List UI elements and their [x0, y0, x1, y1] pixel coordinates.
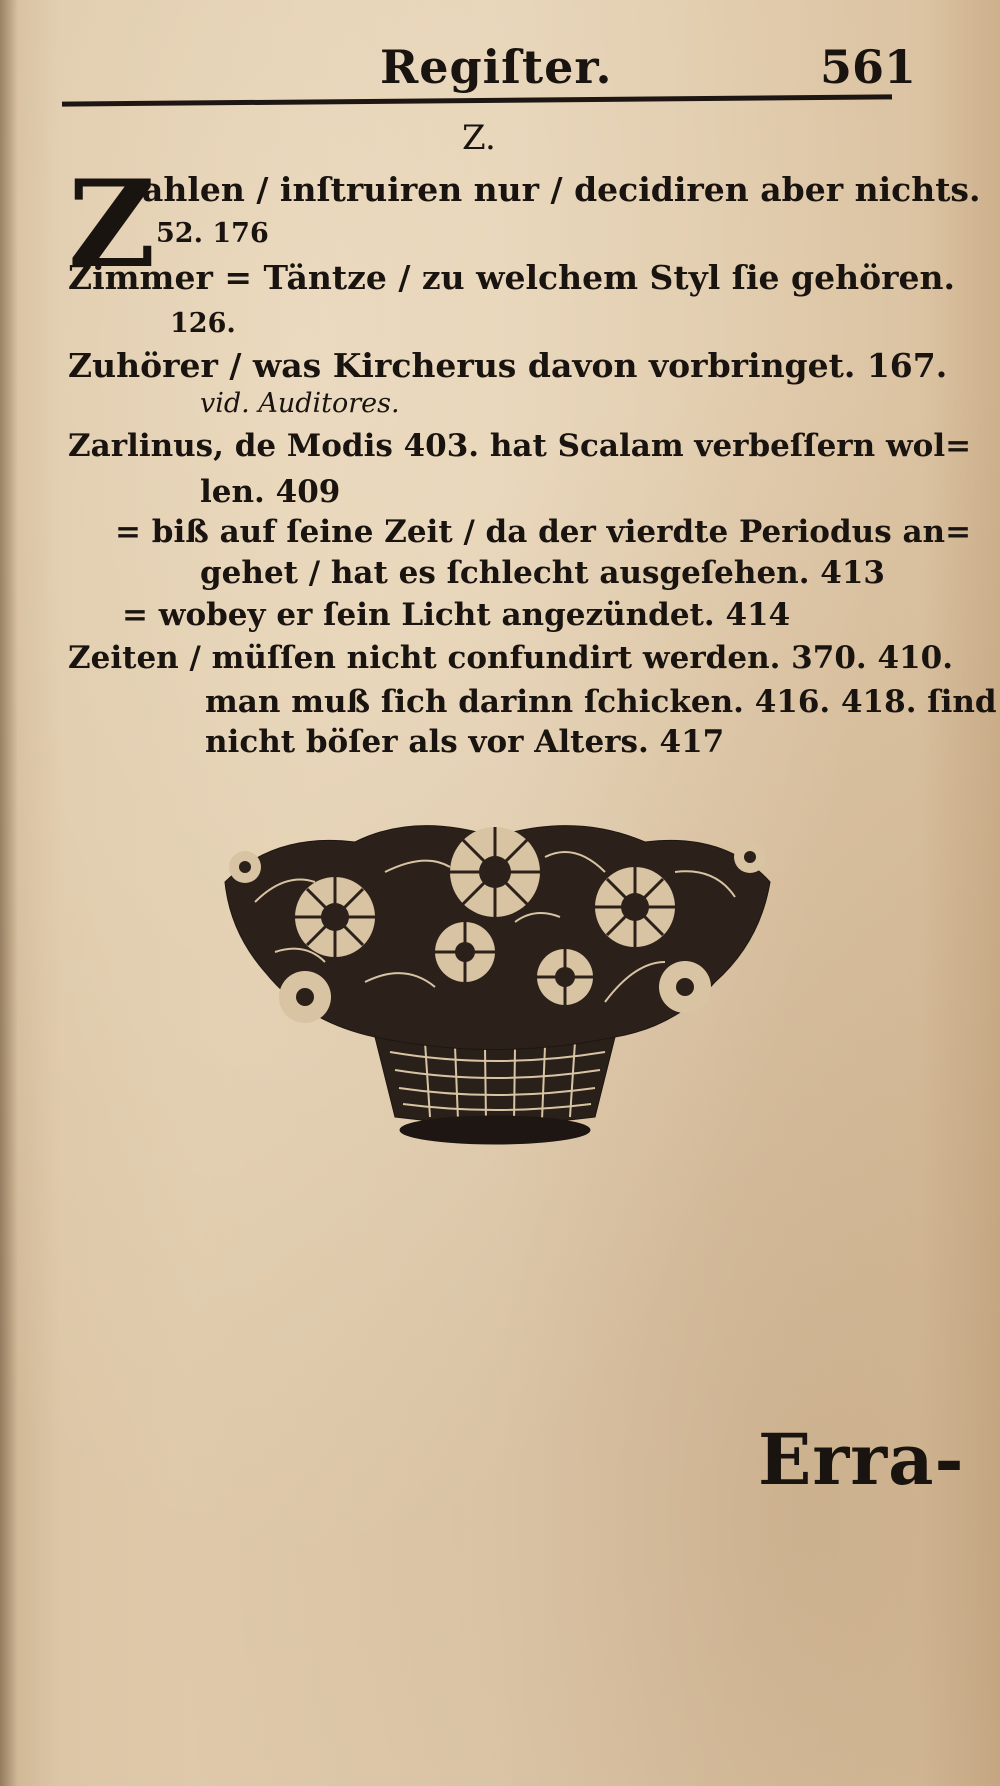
- entry-zarlinus-line-4: gehet / hat es ſchlecht ausgeſehen. 413: [200, 555, 885, 591]
- section-letter: Z.: [462, 118, 496, 158]
- catchword: Erra-: [758, 1418, 965, 1501]
- entry-zarlinus-line-1: Zarlinus, de Modis 403. hat Scalam verbeſſern wol=: [68, 428, 972, 464]
- entry-zahlen-line-1: ahlen / inſtruiren nur / decidiren aber nichts.: [142, 170, 981, 209]
- flower-basket-ornament-icon: [215, 812, 775, 1147]
- entry-zarlinus-line-3: = biß auf ſeine Zeit / da der vierdte Periodus an=: [115, 514, 972, 550]
- entry-zeiten-line-2: man muß ſich darinn ſchicken. 416. 418. ſind: [205, 684, 997, 720]
- entry-zimmer-line-2: 126.: [170, 308, 236, 339]
- running-head-title: Regiſter.: [380, 40, 613, 94]
- page-number: 561: [820, 40, 917, 94]
- gutter-shadow: [0, 0, 18, 1786]
- entry-zimmer-line-1: Zimmer = Täntze / zu welchem Styl ſie gehören.: [68, 258, 955, 297]
- entry-zeiten-line-1: Zeiten / müſſen nicht confundirt werden. 370. 410.: [68, 640, 953, 676]
- entry-zeiten-line-3: nicht böſer als vor Alters. 417: [205, 724, 725, 760]
- entry-zuhoerer-line-1: Zuhörer / was Kircherus davon vorbringet. 167.: [68, 346, 948, 385]
- drop-cap: Z: [68, 154, 156, 295]
- entry-zuhoerer-line-2: vid. Auditores.: [200, 388, 400, 419]
- running-head: [0, 40, 1000, 100]
- entry-zarlinus-line-2: len. 409: [200, 474, 341, 510]
- entry-zahlen-line-2: 52. 176: [156, 218, 269, 249]
- entry-zarlinus-line-5: = wobey er ſein Licht angezündet. 414: [122, 597, 791, 633]
